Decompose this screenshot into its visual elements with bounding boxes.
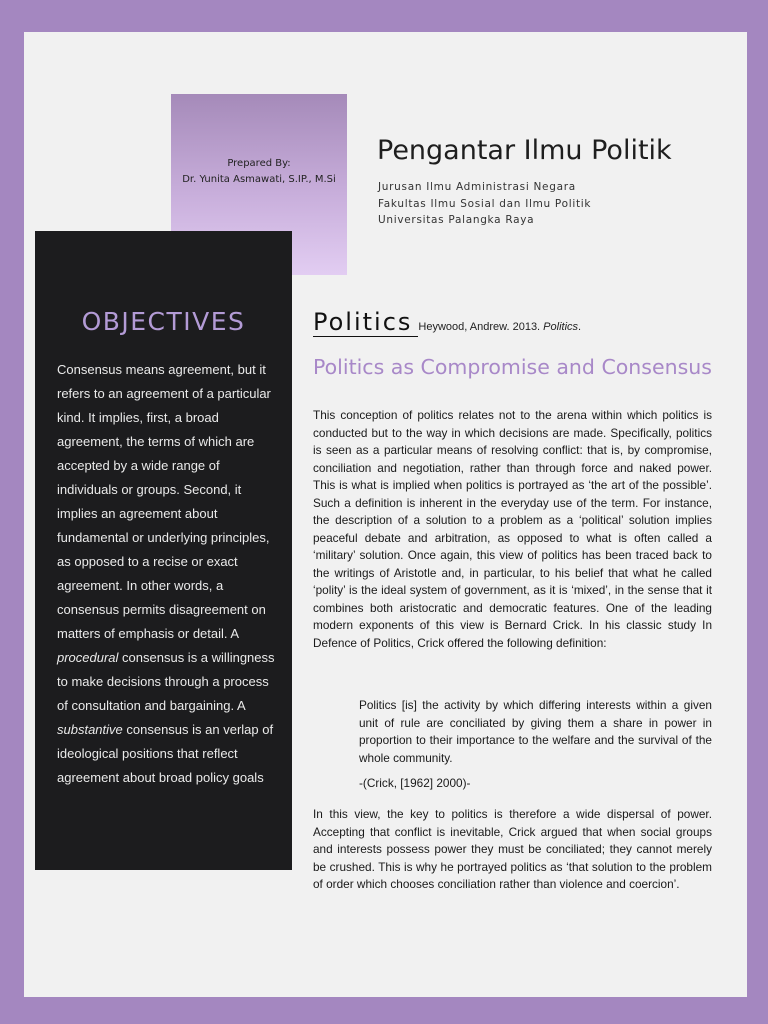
block-quote: Politics [is] the activity by which differing interests within a given unit of rule are conciliated by giving them a share in power in proportion to their importance to the welfare and the survival of the whole community. <box>359 698 712 765</box>
subheading: Politics as Compromise and Consensus <box>313 355 712 379</box>
objectives-sidebar <box>35 231 292 870</box>
section-title: Politics <box>313 308 418 337</box>
objectives-body <box>57 358 281 790</box>
objectives-title: OBJECTIVES <box>81 307 246 336</box>
university-line: Universitas Palangka Raya <box>378 214 535 226</box>
procedural-term: procedural <box>57 650 119 665</box>
section-heading-row <box>313 308 743 336</box>
citation-prefix: Heywood, Andrew. 2013. <box>418 321 544 333</box>
quote-source: -(Crick, [1962] 2000)- <box>359 776 471 790</box>
paragraph-2: In this view, the key to politics is therefore a wide dispersal of power. Accepting that conflict is inevitable, Crick argued that when social groups and interests possess power they must be conciliated; they cannot merely be crushed. This is why he portrayed politics as ‘that solution to the problem of order which chooses conciliation rather than violence and coercion’. <box>313 807 712 891</box>
objectives-text-2: consensus is a willingness to make decisions through a process of consultation and bargaining. A <box>57 650 275 713</box>
prepared-by-label: Prepared By: <box>227 158 291 169</box>
objectives-text-3: consensus is an verlap of ideological positions that reflect agreement about broad policy goals <box>57 722 274 785</box>
author-name: Dr. Yunita Asmawati, S.IP., M.Si <box>182 174 336 185</box>
paragraph-1: This conception of politics relates not to the arena within which politics is conducted but to the way in which decisions are made. Specifically, politics is seen as a particular means of resolving conflict: that is, by compromise, conciliation and negotiation, rather than through force and naked power. This is what is implied when politics is portrayed as ‘the art of the possible’. Such a definition is inherent in the everyday use of the term. For instance, the description of a solution to a problem as a ‘political’ solution implies peaceful debate and arbitration, as opposed to what is often called a ‘military’ solution. Once again, this view of politics has been traced back to the writings of Aristotle and, in particular, to his belief that what he called ‘polity’ is the ideal system of government, as it is ‘mixed’, in the sense that it combines both aristocratic and democratic features. One of the leading modern exponents of this view is Bernard Crick. In his classic study In Defence of Politics, Crick offered the following definition: <box>313 408 712 650</box>
citation-title: Politics <box>543 321 579 333</box>
document-title: Pengantar Ilmu Politik <box>377 135 672 166</box>
objectives-text-1: Consensus means agreement, but it refers to an agreement of a particular kind. It implies, first, a broad agreement, the terms of which are accepted by a wide range of individuals or groups. Second, it implies an agreement about fundamental or underlying principles, as opposed to a recise or exact agreement. In other words, a consensus permits disagreement on matters of emphasis or detail. A <box>57 362 271 641</box>
citation-suffix: . <box>578 321 582 333</box>
substantive-term: substantive <box>57 722 123 737</box>
citation <box>418 321 581 333</box>
department-line: Jurusan Ilmu Administrasi Negara <box>378 181 576 193</box>
document-page <box>24 32 747 997</box>
faculty-line: Fakultas Ilmu Sosial dan Ilmu Politik <box>378 197 592 210</box>
institution-info <box>378 179 591 229</box>
